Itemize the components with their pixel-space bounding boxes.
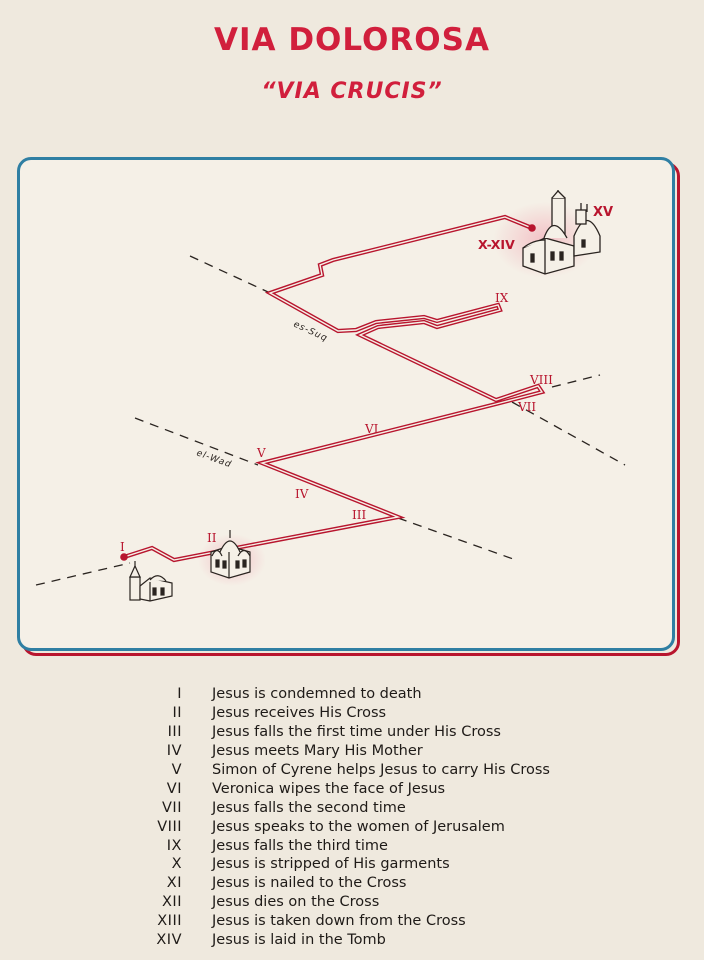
es-suq-street-line: [190, 256, 268, 292]
legend-station-description: Jesus meets Mary His Mother: [212, 743, 423, 760]
legend-row: [120, 723, 640, 742]
route-main-inner: [124, 217, 542, 560]
church-icon: [130, 561, 172, 601]
legend-row: [120, 817, 640, 836]
legend-station-description: Jesus is taken down from the Cross: [212, 913, 466, 930]
legend-row: [120, 798, 640, 817]
legend-station-description: Jesus is stripped of His garments: [212, 856, 450, 873]
station-label-vi: VI: [365, 422, 379, 436]
via-dolorosa-route: [120, 217, 542, 561]
station-label-ix: IX: [495, 291, 509, 305]
legend-row: [120, 836, 640, 855]
route-end-dot: [528, 224, 536, 232]
legend-station-number: VI: [166, 780, 182, 797]
legend-station-number: III: [167, 724, 182, 741]
legend-row: [120, 855, 640, 874]
legend-row: [120, 742, 640, 761]
legend-station-description: Jesus speaks to the women of Jerusalem: [212, 818, 505, 835]
legend-station-number: XII: [162, 894, 182, 911]
street-name-es-suq: es-Suq: [291, 319, 330, 345]
el-wad-south-line: [398, 518, 516, 560]
legend-station-description: Jesus is condemned to death: [212, 686, 422, 703]
legend-station-number: I: [177, 686, 182, 703]
page-title: VIA DOLOROSA: [214, 22, 490, 58]
legend-station-number: XIII: [157, 913, 182, 930]
station-label-ii: II: [207, 531, 217, 545]
station-label-iv: IV: [295, 487, 309, 501]
station-label-xv: XV: [593, 205, 614, 220]
lions-gate-road-line: [36, 563, 130, 585]
legend-station-number: VIII: [157, 818, 182, 835]
street-lines: [36, 256, 625, 585]
legend-station-number: X: [171, 856, 182, 873]
station-label-iii: III: [352, 508, 367, 522]
page-subtitle: “VIA CRUCIS”: [261, 79, 443, 104]
legend-station-description: Veronica wipes the face of Jesus: [212, 780, 446, 797]
legend-station-description: Jesus receives His Cross: [212, 705, 387, 722]
legend-station-number: VII: [162, 799, 182, 816]
legend-row: [120, 893, 640, 912]
route-main-outline: [124, 217, 542, 560]
station-label-vii: VII: [518, 400, 537, 414]
station-label-i: I: [120, 540, 125, 554]
route-start-dot: [120, 553, 128, 561]
legend-station-description: Jesus is laid in the Tomb: [212, 932, 386, 949]
station-label-v: V: [257, 446, 266, 460]
legend-station-number: V: [171, 762, 182, 778]
station-label-x-xiv: X-XIV: [478, 237, 515, 252]
legend-row: [120, 779, 640, 798]
street-name-el-wad: el-Wad: [194, 448, 233, 471]
legend-row: [120, 874, 640, 893]
legend-station-number: XI: [166, 875, 182, 892]
legend-station-description: Jesus falls the first time under His Cross: [212, 724, 501, 741]
legend-row: [120, 761, 640, 780]
legend-station-number: XIV: [156, 932, 182, 949]
legend-station-description: Jesus is nailed to the Cross: [212, 875, 407, 892]
legend-station-description: Jesus dies on the Cross: [212, 894, 380, 911]
legend-station-description: Jesus falls the third time: [212, 837, 388, 854]
stations-legend: [120, 685, 640, 949]
station-label-viii: VIII: [530, 373, 553, 387]
legend-row: [120, 912, 640, 931]
legend-row: [120, 704, 640, 723]
legend-row: [120, 931, 640, 950]
legend-station-number: IV: [166, 743, 182, 760]
legend-station-number: II: [172, 705, 182, 722]
legend-station-number: IX: [166, 837, 182, 854]
legend-row: [120, 685, 640, 704]
khanqa-street-line: [552, 375, 600, 387]
legend-station-description: Simon of Cyrene helps Jesus to carry His Cross: [212, 762, 550, 778]
legend-station-description: Jesus falls the second time: [212, 799, 406, 816]
